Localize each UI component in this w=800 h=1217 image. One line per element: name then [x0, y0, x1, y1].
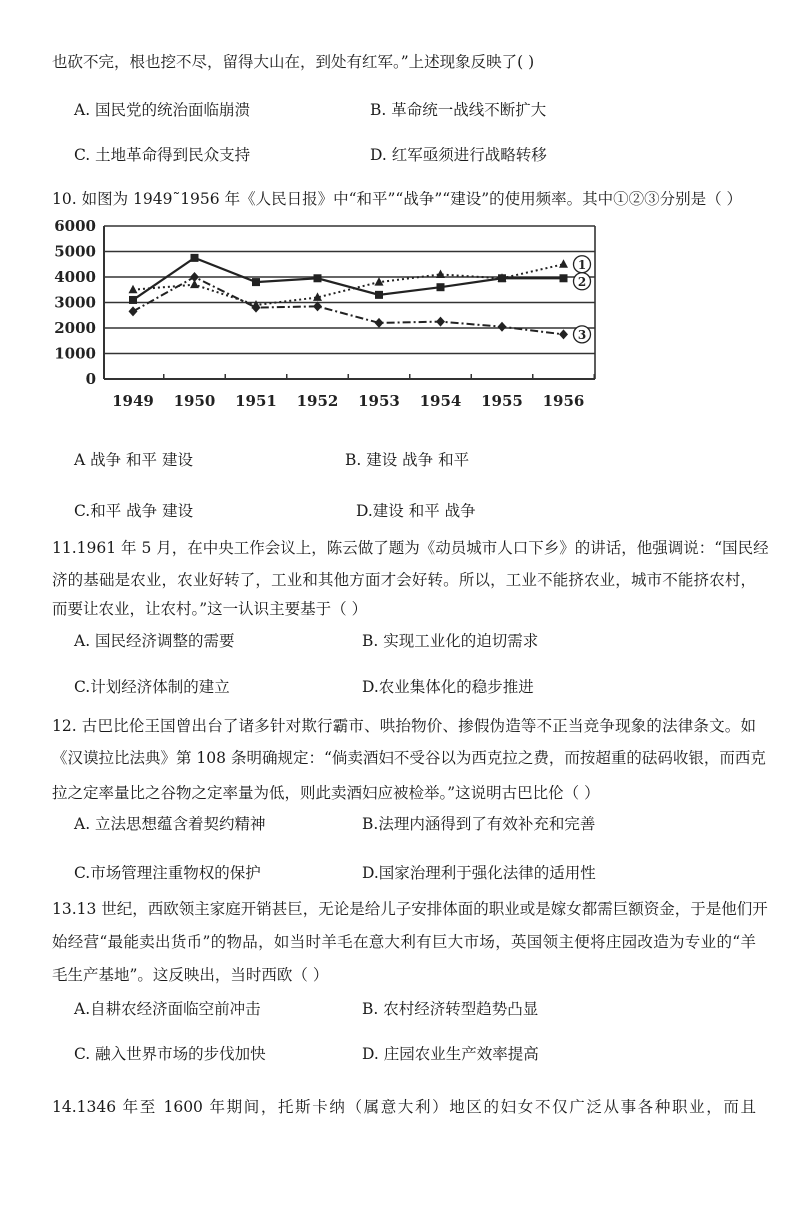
data-point-diamond — [436, 317, 445, 327]
x-tick-label: 1952 — [296, 392, 339, 410]
q13-line-2: 始经营“最能卖出货币”的物品，如当时羊毛在意大利有巨大市场，英国领主便将庄园改造为专业的“羊 — [52, 933, 756, 951]
data-point-diamond — [498, 322, 507, 332]
q9-option-b: B. 革命统一战线不断扩大 — [370, 101, 547, 119]
data-point-square — [560, 274, 568, 282]
q10-option-c: C.和平 战争 建设 — [74, 502, 194, 520]
data-point-diamond — [559, 329, 568, 339]
x-tick-label: 1949 — [112, 392, 154, 410]
q9-stem: 也砍不完，根也挖不尽，留得大山在，到处有红军。”上述现象反映了( ) — [52, 53, 535, 71]
q12-option-b: B.法理内涵得到了有效补充和完善 — [362, 815, 596, 833]
q9-option-a: A. 国民党的统治面临崩溃 — [74, 101, 251, 119]
q12-option-c: C.市场管理注重物权的保护 — [74, 864, 261, 882]
q12-option-d: D.国家治理利于强化法律的适用性 — [362, 864, 596, 882]
x-tick-label: 1953 — [358, 392, 400, 410]
series-line-1 — [133, 264, 564, 305]
x-tick-label: 1956 — [542, 392, 585, 410]
data-point-diamond — [252, 303, 261, 313]
y-tick-label: 5000 — [54, 242, 96, 261]
q11-option-c: C.计划经济体制的建立 — [74, 678, 230, 696]
x-tick-label: 1954 — [419, 392, 462, 410]
y-tick-label: 1000 — [54, 344, 96, 363]
y-tick-label: 2000 — [54, 319, 96, 337]
frequency-line-chart — [0, 0, 800, 450]
data-point-square — [375, 291, 383, 299]
q9-option-d: D. 红军亟须进行战略转移 — [370, 146, 547, 164]
q11-option-a: A. 国民经济调整的需要 — [74, 632, 235, 650]
q12-line-1: 12. 古巴比伦王国曾出台了诸多针对欺行霸市、哄抬物价、掺假伪造等不正当竞争现象的法律条文。如 — [52, 717, 756, 735]
x-tick-label: 1955 — [481, 392, 523, 410]
data-point-square — [314, 274, 322, 282]
data-point-square — [498, 274, 506, 282]
series-label: 3 — [577, 327, 587, 342]
q12-option-a: A. 立法思想蕴含着契约精神 — [74, 815, 266, 833]
data-point-triangle — [559, 259, 568, 268]
data-point-square — [437, 283, 445, 291]
series-label: 1 — [577, 257, 587, 272]
q13-option-c: C. 融入世界市场的步伐加快 — [74, 1045, 266, 1063]
q13-option-a: A.自耕农经济面临空前冲击 — [74, 1000, 261, 1018]
q13-line-3: 毛生产基地”。这反映出，当时西欧（ ） — [52, 966, 329, 984]
y-tick-label: 6000 — [54, 217, 96, 235]
q11-line-1: 11.1961 年 5 月，在中央工作会议上，陈云做了题为《动员城市人口下乡》的讲话，他强调说：“国民经 — [52, 539, 769, 557]
q13-option-d: D. 庄园农业生产效率提高 — [362, 1045, 539, 1063]
data-point-square — [191, 254, 199, 262]
x-tick-label: 1950 — [173, 392, 216, 410]
q13-line-1: 13.13 世纪，西欧领主家庭开销甚巨，无论是给儿子安排体面的职业或是嫁女都需巨额资金，于是他们开 — [52, 900, 768, 918]
data-point-diamond — [375, 318, 384, 328]
data-point-diamond — [129, 306, 138, 316]
q13-option-b: B. 农村经济转型趋势凸显 — [362, 1000, 539, 1018]
y-tick-label: 0 — [85, 370, 96, 388]
data-point-square — [252, 278, 260, 286]
q12-line-3: 拉之定率量比之谷物之定率量为低，则此卖酒妇应被检举。”这说明古巴比伦（ ） — [52, 784, 600, 802]
data-point-triangle — [129, 285, 138, 294]
y-tick-label: 3000 — [54, 293, 96, 312]
series-label: 2 — [577, 274, 587, 289]
q11-line-2: 济的基础是农业，农业好转了，工业和其他方面才会好转。所以，工业不能挤农业，城市不能挤农村， — [52, 571, 756, 589]
q11-option-d: D.农业集体化的稳步推进 — [362, 678, 534, 696]
q10-option-d: D.建设 和平 战争 — [356, 502, 476, 520]
data-point-square — [129, 296, 137, 304]
q11-option-b: B. 实现工业化的迫切需求 — [362, 632, 539, 650]
q10-stem: 10. 如图为 1949˜1956 年《人民日报》中“和平”“战争”“建设”的使用频率。其中①②③分别是（ ） — [52, 190, 743, 208]
x-tick-label: 1951 — [235, 392, 277, 410]
q11-line-3: 而要让农业，让农村。”这一认识主要基于（ ） — [52, 600, 368, 618]
q12-line-2: 《汉谟拉比法典》第 108 条明确规定：“倘卖酒妇不受谷以为西克拉之费，而按超重的砝码收银，而西克 — [52, 749, 766, 767]
q10-option-a: A 战争 和平 建设 — [74, 451, 193, 469]
q14-stem: 14.1346 年至 1600 年期间，托斯卡纳（属意大利）地区的妇女不仅广泛从事各种职业，而且 — [52, 1098, 756, 1116]
q10-option-b: B. 建设 战争 和平 — [345, 451, 470, 469]
q9-option-c: C. 土地革命得到民众支持 — [74, 146, 251, 164]
data-point-diamond — [190, 272, 199, 282]
y-tick-label: 4000 — [54, 268, 96, 286]
